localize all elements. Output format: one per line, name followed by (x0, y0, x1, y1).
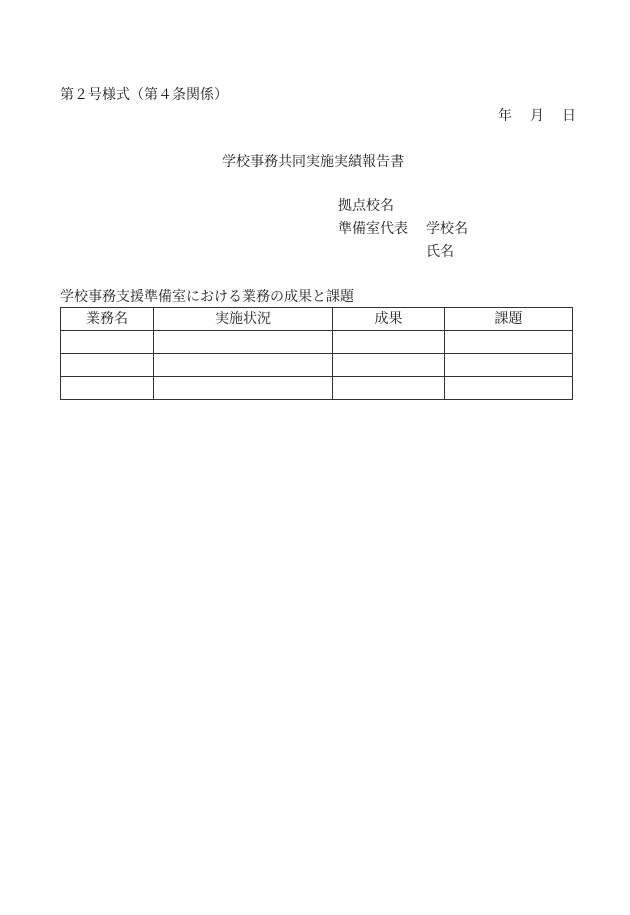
table-cell[interactable] (445, 331, 573, 354)
table-row (61, 331, 573, 354)
report-table (60, 307, 573, 400)
table-cell[interactable] (333, 354, 445, 377)
date-line (498, 107, 576, 125)
table-cell[interactable] (445, 377, 573, 400)
table-cell[interactable] (333, 331, 445, 354)
table-cell[interactable] (154, 377, 333, 400)
date-day-label: 日 (562, 108, 576, 124)
section-heading: 学校事務支援準備室における業務の成果と課題 (60, 289, 354, 305)
table-cell[interactable] (333, 377, 445, 400)
table-row (61, 377, 573, 400)
school-name-label: 学校名 (426, 221, 468, 237)
table-row (61, 354, 573, 377)
table-cell[interactable] (154, 354, 333, 377)
form-number: 第２号様式（第４条関係） (60, 87, 228, 103)
table-cell[interactable] (61, 377, 154, 400)
name-label: 氏名 (426, 244, 454, 260)
date-month-label: 月 (530, 108, 544, 124)
table-cell[interactable] (61, 331, 154, 354)
representative-label: 準備室代表 (338, 221, 408, 237)
base-school-label: 拠点校名 (338, 198, 394, 214)
column-header-issue: 課題 (445, 308, 573, 331)
document-title: 学校事務共同実施実績報告書 (222, 154, 404, 170)
column-header-result: 成果 (333, 308, 445, 331)
date-year-label: 年 (498, 108, 512, 124)
column-header-status: 実施状況 (154, 308, 333, 331)
table-cell[interactable] (445, 354, 573, 377)
table-header-row (61, 308, 573, 331)
table-cell[interactable] (154, 331, 333, 354)
table-cell[interactable] (61, 354, 154, 377)
column-header-task: 業務名 (61, 308, 154, 331)
